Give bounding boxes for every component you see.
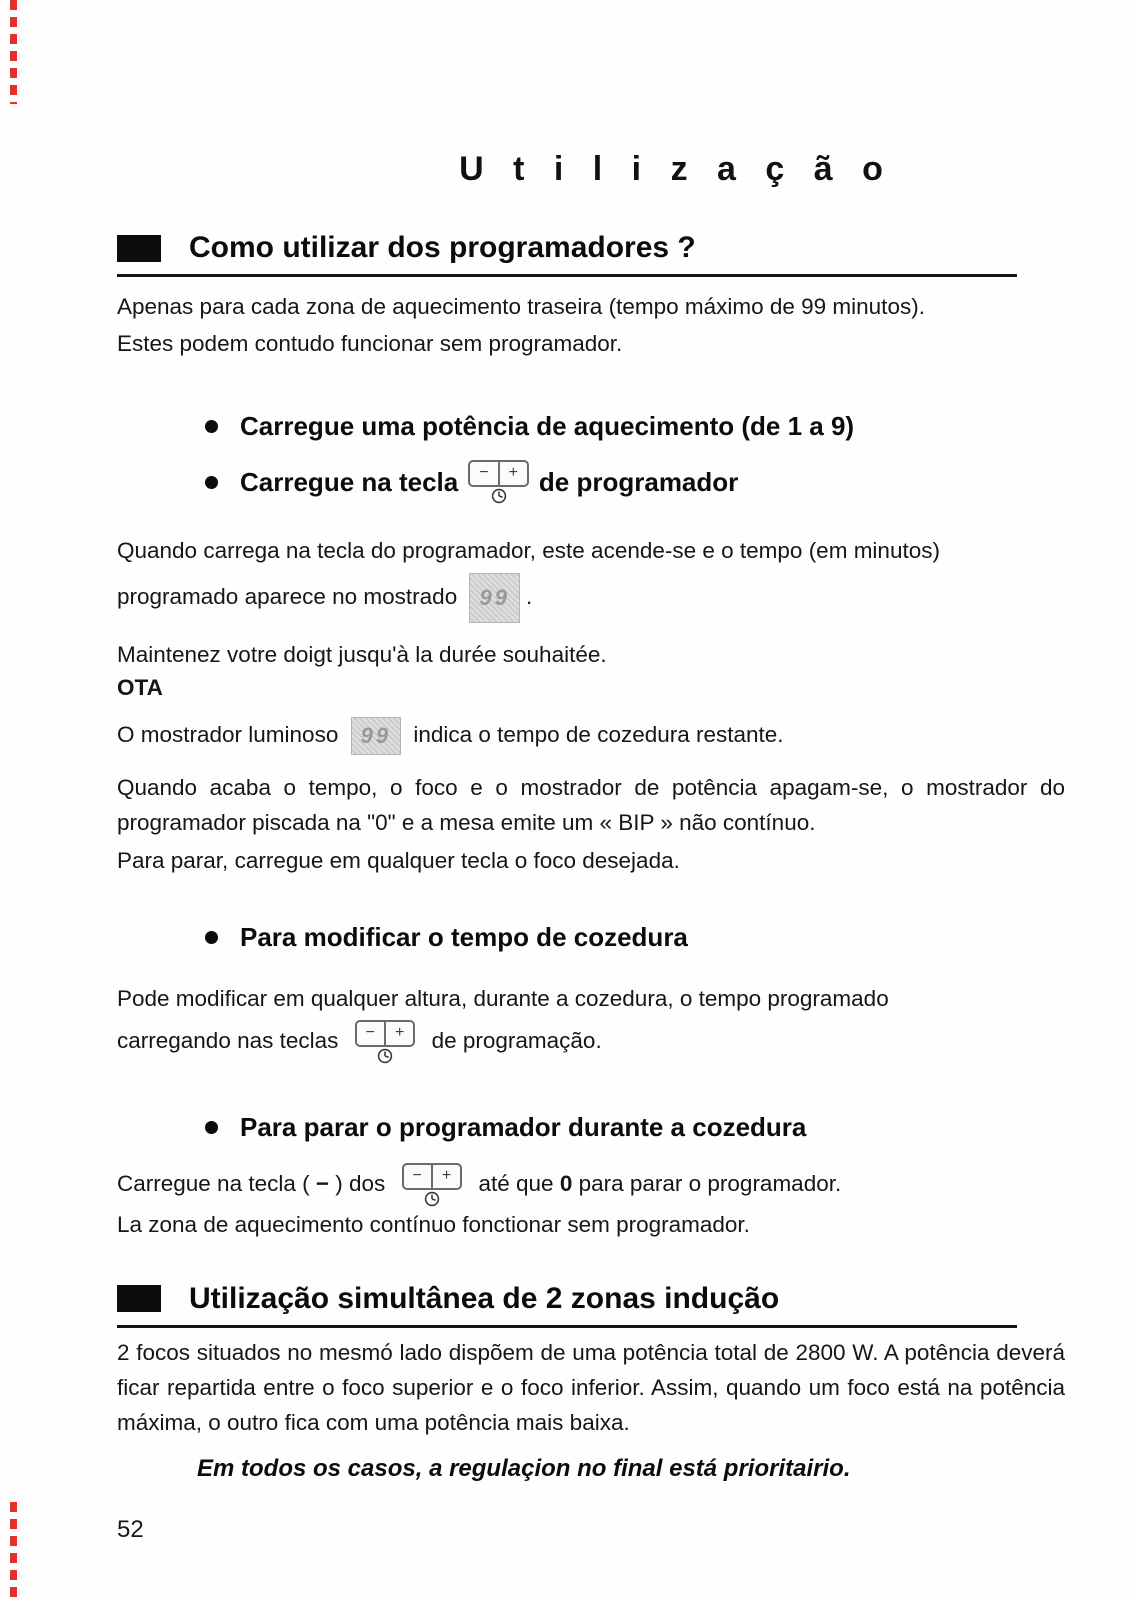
display-line-before: O mostrador luminoso bbox=[117, 721, 345, 747]
black-square-marker bbox=[117, 235, 161, 262]
black-square-marker bbox=[117, 1285, 161, 1312]
minus-sign: − bbox=[315, 1170, 329, 1196]
programmer-key-icon bbox=[468, 460, 529, 504]
paragraph-time-end: Quando acaba o tempo, o foco e o mostrador de potência apagam-se, o mostrador do programador piscada na "0" e a mesa emite um « BIP » não contínuo. bbox=[117, 775, 1065, 835]
paragraph-modify-line2 bbox=[117, 1020, 1065, 1064]
plus-button-icon: + bbox=[441, 1166, 452, 1184]
programmer-key-icon bbox=[355, 1020, 416, 1064]
plus-button-icon: + bbox=[394, 1023, 405, 1041]
maintain-line: Maintenez votre doigt jusqu'à la durée souhaitée. bbox=[117, 641, 607, 667]
paragraph-press-key-period: . bbox=[525, 583, 533, 609]
paragraph-press-key-text: Quando carrega na tecla do programador, este acende-se e o tempo (em minutos) programado aparece no mostrado bbox=[117, 538, 940, 609]
stop-after-minus: ) dos bbox=[329, 1170, 392, 1196]
bullet-dot bbox=[205, 931, 218, 944]
stop-end: para parar o programador. bbox=[572, 1170, 842, 1196]
minus-plus-buttons bbox=[355, 1020, 416, 1047]
minus-plus-buttons bbox=[402, 1163, 463, 1190]
bullet-stop-programmer-label: Para parar o programador durante a cozedura bbox=[240, 1111, 807, 1142]
page-content bbox=[117, 0, 1065, 1507]
bullet-press-key-after: de programador bbox=[538, 466, 739, 497]
paragraph-stop-line bbox=[117, 1163, 1065, 1207]
paragraph-modify-before: carregando nas teclas bbox=[117, 1027, 345, 1053]
paragraph-modify-line1: Pode modificar em qualquer altura, durante a cozedura, o tempo programado bbox=[117, 985, 889, 1011]
stop-before-minus: Carregue na tecla ( bbox=[117, 1170, 316, 1196]
clock-icon bbox=[491, 488, 507, 504]
red-crop-marks-bottom bbox=[10, 1502, 17, 1600]
priority-note: Em todos os casos, a regulaçion no final está prioritairio. bbox=[197, 1454, 851, 1482]
ota-label: OTA bbox=[117, 674, 163, 700]
paragraph-continuous-zone: La zona de aquecimento contínuo fonctionar sem programador. bbox=[117, 1211, 750, 1237]
paragraph-stop-any-key: Para parar, carregue em qualquer tecla o foco desejada. bbox=[117, 847, 680, 873]
minus-button-icon: − bbox=[470, 462, 499, 485]
bullet-modify-time-label: Para modificar o tempo de cozedura bbox=[240, 921, 688, 952]
heading-rule bbox=[117, 1325, 1017, 1328]
bullet-stop-programmer bbox=[205, 1112, 1065, 1143]
page-number: 52 bbox=[117, 1516, 144, 1543]
stop-mid: até que bbox=[478, 1170, 560, 1196]
intro-line-1: Apenas para cada zona de aquecimento traseira (tempo máximo de 99 minutos). bbox=[117, 294, 925, 319]
programmer-key-icon bbox=[402, 1163, 463, 1207]
paragraph-two-zones: 2 focos situados no mesmó lado dispõem de uma potência total de 2800 W. A potência deverá ficar repartida entre o foco superior e o foco inferior. Assim, quando um foco está na potência máxima, o outro fica com uma potência mais baixa. bbox=[117, 1339, 1065, 1435]
bullet-press-key-label bbox=[240, 460, 738, 504]
paragraph-press-key bbox=[117, 530, 1065, 623]
minus-button-icon: − bbox=[357, 1022, 386, 1045]
bullet-press-key bbox=[205, 460, 1065, 504]
section-heading-text: Como utilizar dos programadores ? bbox=[189, 231, 696, 264]
timer-display-icon: 99 bbox=[469, 573, 519, 623]
bullet-dot bbox=[205, 476, 218, 489]
heading-rule bbox=[117, 274, 1017, 277]
intro-line-2: Estes podem contudo funcionar sem programador. bbox=[117, 331, 623, 357]
section-heading-programmers bbox=[117, 231, 1065, 265]
plus-button-icon: + bbox=[508, 464, 518, 482]
minus-plus-buttons bbox=[468, 460, 529, 487]
page-title: U t i l i z a ç ã o bbox=[459, 150, 893, 188]
bullet-modify-time bbox=[205, 922, 1065, 953]
bullet-dot bbox=[205, 1121, 218, 1134]
bullet-select-power bbox=[205, 411, 1065, 442]
zero-value: 0 bbox=[559, 1170, 573, 1196]
section-heading-simultaneous bbox=[117, 1282, 1065, 1316]
display-line-after: indica o tempo de cozedura restante. bbox=[407, 721, 784, 747]
clock-icon bbox=[424, 1191, 440, 1207]
bullet-press-key-before: Carregue na tecla bbox=[240, 466, 459, 497]
red-crop-marks-top bbox=[10, 0, 17, 104]
bullet-select-power-label: Carregue uma potência de aquecimento (de 1 a 9) bbox=[240, 411, 855, 442]
section-heading-text: Utilização simultânea de 2 zonas indução bbox=[189, 1281, 780, 1315]
minus-button-icon: − bbox=[404, 1165, 433, 1188]
display-indicator-line bbox=[117, 717, 1065, 755]
timer-display-icon: 99 bbox=[351, 717, 401, 755]
bullet-dot bbox=[205, 420, 218, 433]
paragraph-modify-after: de programação. bbox=[431, 1027, 602, 1053]
clock-icon bbox=[377, 1048, 393, 1064]
